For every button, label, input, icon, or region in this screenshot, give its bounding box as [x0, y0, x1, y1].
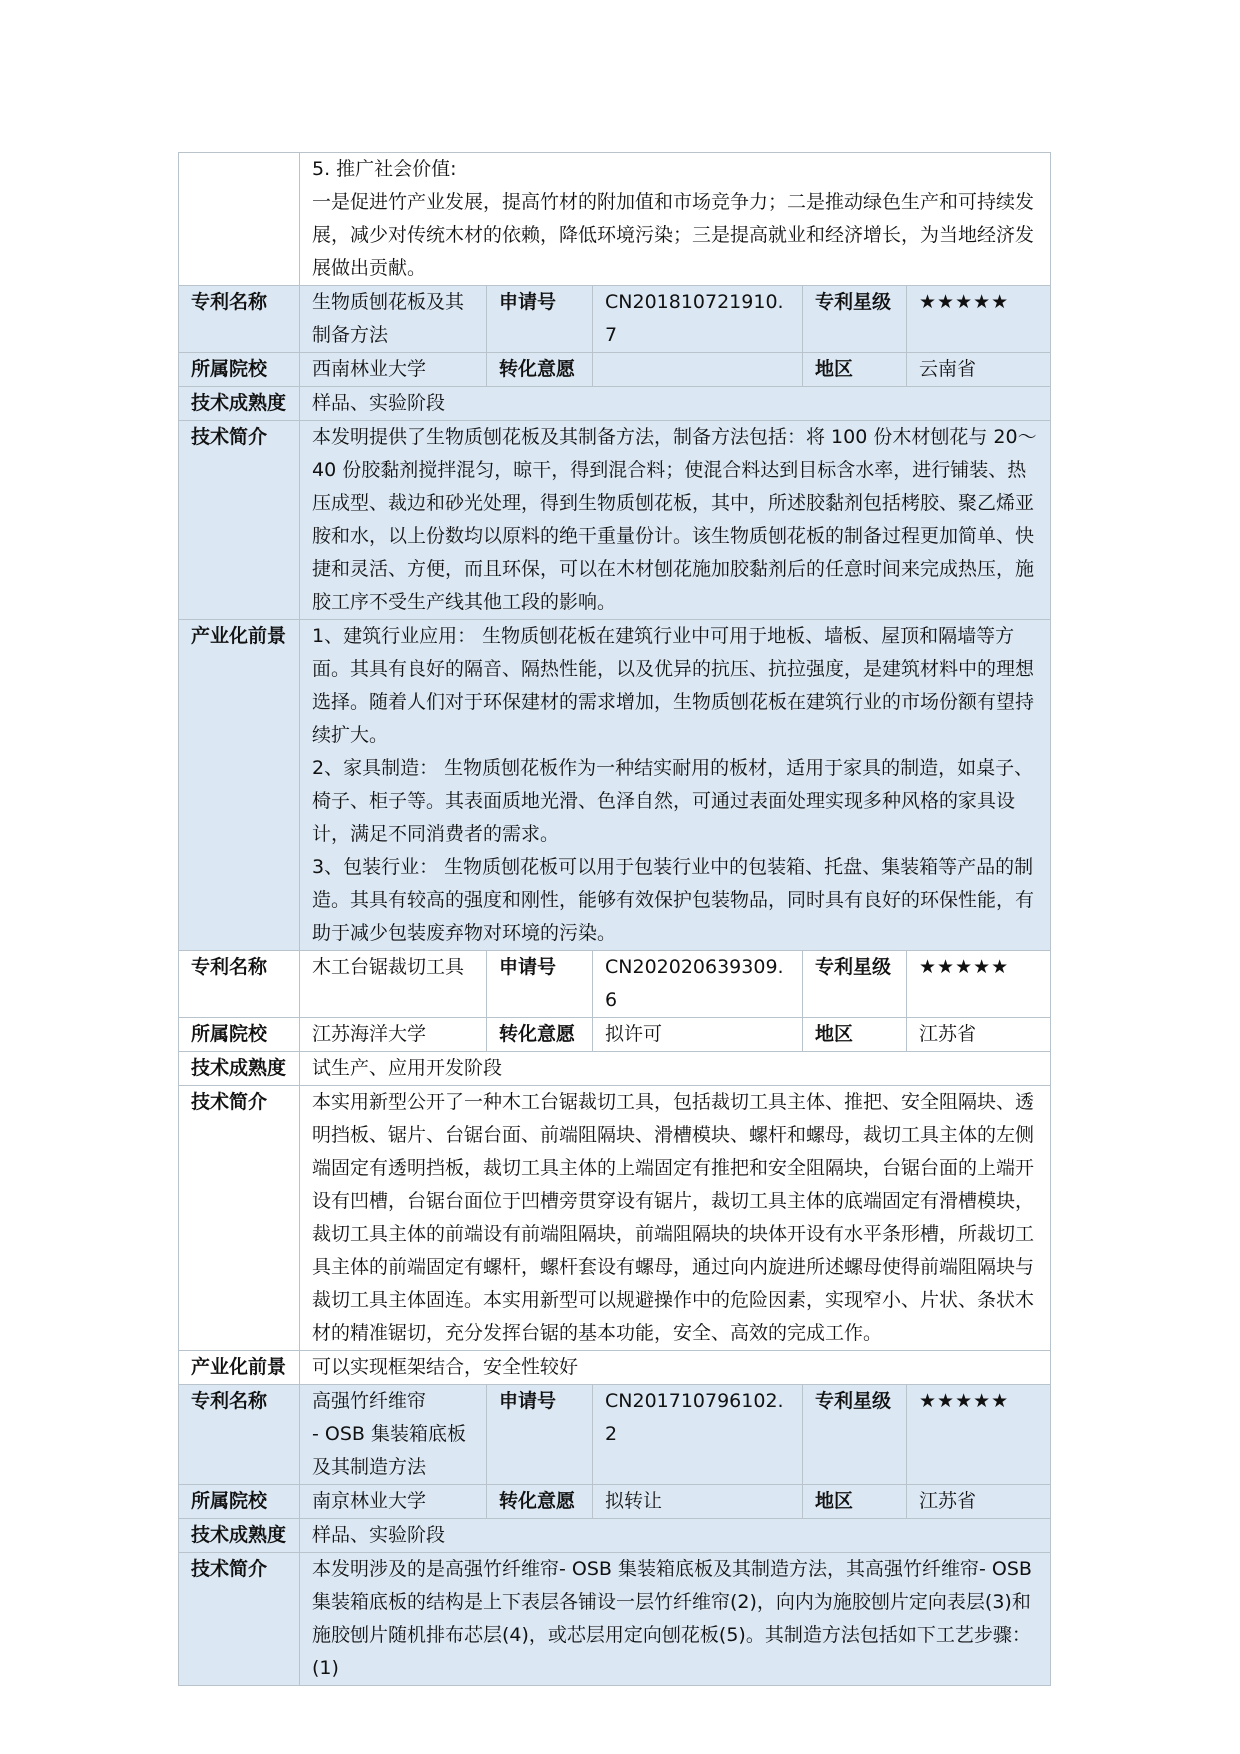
- patent-1-prospect-item: 2、家具制造： 生物质刨花板作为一种结实耐用的板材，适用于家具的制造，如桌子、椅子、柜子等。其表面质地光滑、色泽自然，可通过表面处理实现多种风格的家具设计，满足不同消费者的需求。: [312, 757, 1034, 845]
- label-summary: 技术简介: [179, 421, 300, 620]
- label-university: 所属院校: [179, 1485, 300, 1519]
- patent-2-name: 木工台锯裁切工具: [300, 951, 487, 1018]
- label-patent-name: 专利名称: [179, 1385, 300, 1485]
- label-region: 地区: [803, 353, 907, 387]
- blank-cell: [179, 153, 300, 286]
- patent-1-maturity: 样品、实验阶段: [300, 387, 1051, 421]
- patent-3-summary: 本发明涉及的是高强竹纤维帘- OSB 集装箱底板及其制造方法，其高强竹纤维帘- OSB 集装箱底板的结构是上下表层各铺设一层竹纤维帘(2)，向内为施胶刨片定向表层(3)和施胶刨片随机排布芯层(4)，或芯层用定向刨花板(5)。其制造方法包括如下工艺步骤：(1): [300, 1553, 1051, 1686]
- patent-3-maturity: 样品、实验阶段: [300, 1519, 1051, 1553]
- label-summary: 技术简介: [179, 1086, 300, 1351]
- patent-1-prospects: [300, 620, 1051, 951]
- patent-3-name-line: - OSB 集装箱底板: [312, 1423, 466, 1445]
- patent-3-name-line: 高强竹纤维帘: [312, 1390, 427, 1412]
- patent-1-summary-row: [179, 421, 1051, 620]
- patent-3-university-row: [179, 1485, 1051, 1519]
- patent-2-rating: ★★★★★: [907, 951, 1051, 1018]
- patent-1-university: 西南林业大学: [300, 353, 487, 387]
- label-patent-rating: 专利星级: [803, 1385, 907, 1485]
- patent-3-region: 江苏省: [907, 1485, 1051, 1519]
- patent-2-prospects: 可以实现框架结合，安全性较好: [300, 1351, 1051, 1385]
- label-transfer-intent: 转化意愿: [487, 353, 593, 387]
- label-summary: 技术简介: [179, 1553, 300, 1686]
- patent-1-university-row: [179, 353, 1051, 387]
- patent-2-prospects-row: [179, 1351, 1051, 1385]
- continuation-row: [179, 153, 1051, 286]
- label-maturity: 技术成熟度: [179, 1052, 300, 1086]
- patent-2-university: 江苏海洋大学: [300, 1018, 487, 1052]
- patent-1-transfer-intent: [593, 353, 803, 387]
- label-application-no: 申请号: [487, 1385, 593, 1485]
- patent-3-summary-row: [179, 1553, 1051, 1686]
- patent-1-header-row: [179, 286, 1051, 353]
- continuation-content: [300, 153, 1051, 286]
- patent-1-application-no: CN201810721910.7: [593, 286, 803, 353]
- patent-2-application-no: CN202020639309.6: [593, 951, 803, 1018]
- patent-2-maturity-row: [179, 1052, 1051, 1086]
- patent-1-rating: ★★★★★: [907, 286, 1051, 353]
- patent-2-summary: 本实用新型公开了一种木工台锯裁切工具，包括裁切工具主体、推把、安全阻隔块、透明挡板、锯片、台锯台面、前端阻隔块、滑槽模块、螺杆和螺母，裁切工具主体的左侧端固定有透明挡板，裁切工具主体的上端固定有推把和安全阻隔块，台锯台面的上端开设有凹槽，台锯台面位于凹槽旁贯穿设有锯片，裁切工具主体的底端固定有滑槽模块，裁切工具主体的前端设有前端阻隔块，前端阻隔块的块体开设有水平条形槽，所裁切工具主体的前端固定有螺杆，螺杆套设有螺母，通过向内旋进所述螺母使得前端阻隔块与裁切工具主体固连。本实用新型可以规避操作中的危险因素，实现窄小、片状、条状木材的精准锯切，充分发挥台锯的基本功能，安全、高效的完成工作。: [300, 1086, 1051, 1351]
- label-patent-name: 专利名称: [179, 286, 300, 353]
- patent-2-summary-row: [179, 1086, 1051, 1351]
- patent-1-prospects-row: [179, 620, 1051, 951]
- label-patent-name: 专利名称: [179, 951, 300, 1018]
- patent-1-summary: 本发明提供了生物质刨花板及其制备方法，制备方法包括：将 100 份木材刨花与 20～40 份胶黏剂搅拌混匀，晾干，得到混合料；使混合料达到目标含水率，进行铺装、热压成型、裁边和砂光处理，得到生物质刨花板，其中，所述胶黏剂包括栲胶、聚乙烯亚胺和水，以上份数均以原料的绝干重量份计。该生物质刨花板的制备过程更加简单、快捷和灵活、方便，而且环保，可以在木材刨花施加胶黏剂后的任意时间来完成热压，施胶工序不受生产线其他工段的影响。: [300, 421, 1051, 620]
- label-university: 所属院校: [179, 353, 300, 387]
- label-application-no: 申请号: [487, 951, 593, 1018]
- patent-3-application-no: CN201710796102.2: [593, 1385, 803, 1485]
- label-prospects: 产业化前景: [179, 620, 300, 951]
- patent-1-prospect-item: 1、建筑行业应用： 生物质刨花板在建筑行业中可用于地板、墙板、屋顶和隔墙等方面。其具有良好的隔音、隔热性能，以及优异的抗压、抗拉强度，是建筑材料中的理想选择。随着人们对于环保建材的需求增加，生物质刨花板在建筑行业的市场份额有望持续扩大。: [312, 625, 1035, 746]
- continuation-heading: 5. 推广社会价值:: [312, 158, 457, 180]
- patent-2-transfer-intent: 拟许可: [593, 1018, 803, 1052]
- patent-3-transfer-intent: 拟转让: [593, 1485, 803, 1519]
- patent-table: [178, 152, 1051, 1686]
- label-maturity: 技术成熟度: [179, 1519, 300, 1553]
- patent-3-header-row: [179, 1385, 1051, 1485]
- label-patent-rating: 专利星级: [803, 286, 907, 353]
- patent-2-maturity: 试生产、应用开发阶段: [300, 1052, 1051, 1086]
- label-application-no: 申请号: [487, 286, 593, 353]
- patent-3-maturity-row: [179, 1519, 1051, 1553]
- patent-1-maturity-row: [179, 387, 1051, 421]
- patent-2-university-row: [179, 1018, 1051, 1052]
- label-university: 所属院校: [179, 1018, 300, 1052]
- label-region: 地区: [803, 1018, 907, 1052]
- continuation-text: 一是促进竹产业发展，提高竹材的附加值和市场竞争力；二是推动绿色生产和可持续发展，减少对传统木材的依赖，降低环境污染；三是提高就业和经济增长，为当地经济发展做出贡献。: [312, 191, 1035, 279]
- label-region: 地区: [803, 1485, 907, 1519]
- label-prospects: 产业化前景: [179, 1351, 300, 1385]
- label-maturity: 技术成熟度: [179, 387, 300, 421]
- patent-2-header-row: [179, 951, 1051, 1018]
- label-transfer-intent: 转化意愿: [487, 1018, 593, 1052]
- patent-1-prospect-item: 3、包装行业： 生物质刨花板可以用于包装行业中的包装箱、托盘、集装箱等产品的制造。其具有较高的强度和刚性，能够有效保护包装物品，同时具有良好的环保性能，有助于减少包装废弃物对环境的污染。: [312, 856, 1035, 944]
- patent-3-name: [300, 1385, 487, 1485]
- label-transfer-intent: 转化意愿: [487, 1485, 593, 1519]
- patent-3-name-line: 及其制造方法: [312, 1456, 427, 1478]
- patent-1-region: 云南省: [907, 353, 1051, 387]
- label-patent-rating: 专利星级: [803, 951, 907, 1018]
- patent-1-name: 生物质刨花板及其制备方法: [300, 286, 487, 353]
- patent-2-region: 江苏省: [907, 1018, 1051, 1052]
- patent-3-rating: ★★★★★: [907, 1385, 1051, 1485]
- patent-3-university: 南京林业大学: [300, 1485, 487, 1519]
